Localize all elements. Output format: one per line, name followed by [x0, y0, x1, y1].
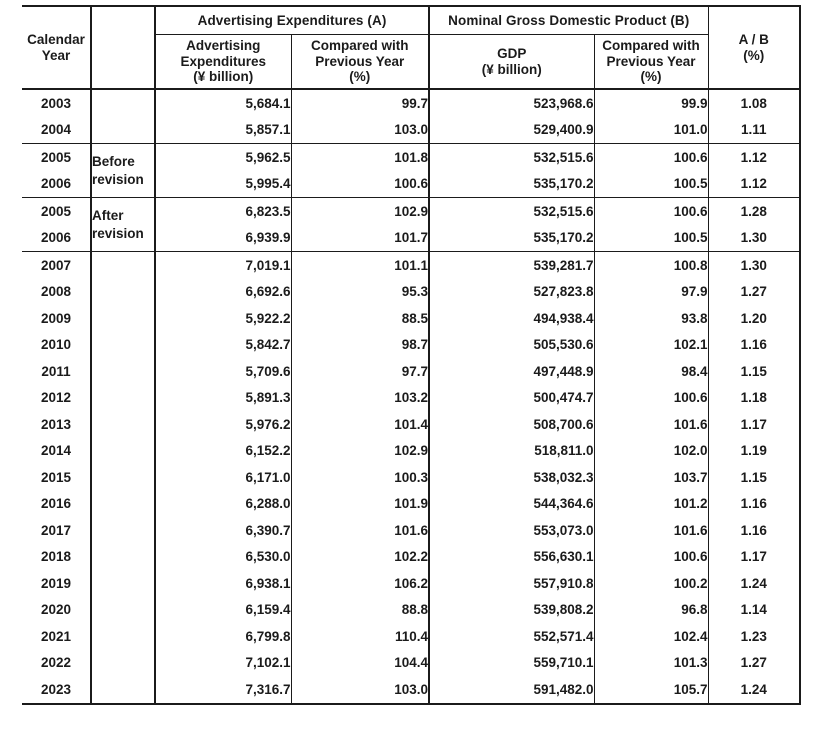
cell-ad-expenditures: 5,857.1	[155, 117, 291, 144]
cell-calendar-year: 2003	[22, 89, 91, 117]
cell-gdp-yoy: 99.9	[594, 89, 708, 117]
header-calendar-year-line1: Calendar	[27, 32, 85, 47]
cell-ratio: 1.30	[708, 252, 800, 279]
cell-gdp: 508,700.6	[429, 411, 594, 438]
header-sub-ad-yoy	[291, 35, 429, 90]
cell-ratio: 1.28	[708, 198, 800, 225]
cell-calendar-year: 2014	[22, 438, 91, 465]
cell-gdp-yoy: 100.6	[594, 544, 708, 571]
cell-ad-expenditures: 5,891.3	[155, 385, 291, 412]
cell-gdp-yoy: 100.5	[594, 225, 708, 252]
cell-calendar-year: 2019	[22, 570, 91, 597]
cell-gdp: 591,482.0	[429, 676, 594, 704]
cell-ad-expenditures: 6,152.2	[155, 438, 291, 465]
table-row	[22, 252, 800, 279]
cell-calendar-year: 2009	[22, 305, 91, 332]
header-sub-gdp-yoy	[594, 35, 708, 90]
cell-ad-yoy: 98.7	[291, 332, 429, 359]
cell-ad-expenditures: 5,976.2	[155, 411, 291, 438]
cell-ratio: 1.14	[708, 597, 800, 624]
cell-gdp-yoy: 100.6	[594, 144, 708, 171]
header-sub-gdp	[429, 35, 594, 90]
cell-ratio: 1.19	[708, 438, 800, 465]
header-group-nominal-gdp: Nominal Gross Domestic Product (B)	[429, 6, 708, 35]
cell-ad-yoy: 104.4	[291, 650, 429, 677]
cell-ad-yoy: 103.2	[291, 385, 429, 412]
header-sub-gdp-yoy-line3: (%)	[640, 69, 662, 85]
cell-gdp-yoy: 101.3	[594, 650, 708, 677]
cell-ad-expenditures: 5,842.7	[155, 332, 291, 359]
cell-ad-yoy: 101.7	[291, 225, 429, 252]
header-calendar-year	[22, 6, 91, 89]
cell-ad-yoy: 88.8	[291, 597, 429, 624]
cell-gdp-yoy: 100.6	[594, 385, 708, 412]
cell-ad-expenditures: 6,692.6	[155, 279, 291, 306]
cell-gdp: 500,474.7	[429, 385, 594, 412]
cell-ratio: 1.27	[708, 279, 800, 306]
cell-gdp-yoy: 102.4	[594, 623, 708, 650]
table-row	[22, 144, 800, 171]
cell-ad-yoy: 88.5	[291, 305, 429, 332]
header-sub-ad-yoy-line3: (%)	[349, 69, 371, 85]
header-group-advertising-expenditures: Advertising Expenditures (A)	[155, 6, 429, 35]
cell-ratio: 1.18	[708, 385, 800, 412]
cell-gdp-yoy: 100.2	[594, 570, 708, 597]
cell-gdp: 523,968.6	[429, 89, 594, 117]
cell-calendar-year: 2013	[22, 411, 91, 438]
header-sub-ad-expenditures	[155, 35, 291, 90]
cell-gdp-yoy: 100.6	[594, 198, 708, 225]
cell-ad-expenditures: 6,530.0	[155, 544, 291, 571]
cell-revision-note	[91, 89, 155, 144]
cell-gdp: 553,073.0	[429, 517, 594, 544]
cell-gdp: 556,630.1	[429, 544, 594, 571]
cell-ad-expenditures: 5,962.5	[155, 144, 291, 171]
cell-ratio: 1.30	[708, 225, 800, 252]
cell-gdp-yoy: 100.5	[594, 171, 708, 198]
cell-calendar-year: 2017	[22, 517, 91, 544]
table-row	[22, 198, 800, 225]
cell-gdp: 538,032.3	[429, 464, 594, 491]
cell-calendar-year: 2020	[22, 597, 91, 624]
header-ratio-line2: (%)	[743, 47, 765, 63]
cell-calendar-year: 2006	[22, 171, 91, 198]
cell-ad-yoy: 95.3	[291, 279, 429, 306]
cell-ad-expenditures: 5,684.1	[155, 89, 291, 117]
cell-gdp: 529,400.9	[429, 117, 594, 144]
cell-ad-yoy: 102.9	[291, 198, 429, 225]
table-row	[22, 89, 800, 117]
header-sub-ad-expenditures-line1: Advertising	[186, 38, 261, 54]
revision-note-line2: revision	[92, 225, 144, 241]
cell-ad-expenditures: 7,316.7	[155, 676, 291, 704]
cell-calendar-year: 2004	[22, 117, 91, 144]
cell-calendar-year: 2015	[22, 464, 91, 491]
cell-ad-yoy: 106.2	[291, 570, 429, 597]
cell-ratio: 1.12	[708, 171, 800, 198]
cell-ad-yoy: 103.0	[291, 676, 429, 704]
header-ratio-a-over-b	[708, 6, 800, 89]
cell-ad-yoy: 100.3	[291, 464, 429, 491]
cell-ratio: 1.24	[708, 676, 800, 704]
cell-ratio: 1.16	[708, 491, 800, 518]
cell-ad-yoy: 101.6	[291, 517, 429, 544]
cell-gdp: 518,811.0	[429, 438, 594, 465]
cell-ad-yoy: 97.7	[291, 358, 429, 385]
cell-ratio: 1.24	[708, 570, 800, 597]
cell-ratio: 1.11	[708, 117, 800, 144]
cell-gdp: 557,910.8	[429, 570, 594, 597]
cell-revision-note	[91, 252, 155, 704]
cell-revision-note	[91, 198, 155, 252]
cell-ad-expenditures: 6,939.9	[155, 225, 291, 252]
cell-ad-yoy: 103.0	[291, 117, 429, 144]
cell-gdp: 539,808.2	[429, 597, 594, 624]
cell-ratio: 1.20	[708, 305, 800, 332]
revision-note-line1: After	[92, 207, 124, 223]
cell-ad-yoy: 99.7	[291, 89, 429, 117]
header-sub-gdp-line2: (¥ billion)	[481, 61, 542, 77]
cell-ratio: 1.27	[708, 650, 800, 677]
cell-calendar-year: 2021	[22, 623, 91, 650]
cell-gdp-yoy: 97.9	[594, 279, 708, 306]
cell-ad-expenditures: 6,171.0	[155, 464, 291, 491]
header-sub-gdp-line1: GDP	[497, 46, 527, 61]
cell-calendar-year: 2016	[22, 491, 91, 518]
cell-gdp: 535,170.2	[429, 225, 594, 252]
cell-ratio: 1.17	[708, 411, 800, 438]
header-row-groups	[22, 6, 800, 35]
cell-gdp: 539,281.7	[429, 252, 594, 279]
cell-ad-expenditures: 6,799.8	[155, 623, 291, 650]
advertising-expenditures-gdp-table	[22, 5, 801, 705]
cell-calendar-year: 2022	[22, 650, 91, 677]
cell-calendar-year: 2005	[22, 198, 91, 225]
cell-ad-yoy: 101.1	[291, 252, 429, 279]
cell-gdp-yoy: 101.2	[594, 491, 708, 518]
cell-gdp-yoy: 100.8	[594, 252, 708, 279]
header-ratio-line1: A / B	[738, 32, 769, 47]
cell-gdp: 544,364.6	[429, 491, 594, 518]
cell-ad-expenditures: 7,102.1	[155, 650, 291, 677]
revision-note-line2: revision	[92, 171, 144, 187]
cell-ratio: 1.16	[708, 517, 800, 544]
cell-gdp-yoy: 101.0	[594, 117, 708, 144]
cell-ad-yoy: 110.4	[291, 623, 429, 650]
revision-note-line1: Before	[92, 153, 135, 169]
cell-calendar-year: 2008	[22, 279, 91, 306]
cell-gdp: 532,515.6	[429, 198, 594, 225]
header-sub-gdp-yoy-line1: Compared with	[602, 38, 700, 54]
cell-ad-yoy: 101.8	[291, 144, 429, 171]
cell-gdp: 535,170.2	[429, 171, 594, 198]
header-calendar-year-line2: Year	[41, 47, 71, 63]
header-sub-ad-yoy-line1: Compared with	[311, 38, 409, 54]
cell-ad-expenditures: 7,019.1	[155, 252, 291, 279]
cell-gdp: 505,530.6	[429, 332, 594, 359]
cell-gdp: 494,938.4	[429, 305, 594, 332]
cell-ad-expenditures: 6,823.5	[155, 198, 291, 225]
cell-ad-yoy: 100.6	[291, 171, 429, 198]
cell-calendar-year: 2018	[22, 544, 91, 571]
cell-ratio: 1.23	[708, 623, 800, 650]
cell-ad-expenditures: 5,995.4	[155, 171, 291, 198]
table-header	[22, 6, 800, 89]
cell-gdp-yoy: 102.1	[594, 332, 708, 359]
header-sub-ad-yoy-line2: Previous Year	[315, 53, 405, 69]
cell-gdp-yoy: 102.0	[594, 438, 708, 465]
cell-calendar-year: 2007	[22, 252, 91, 279]
cell-ad-yoy: 102.9	[291, 438, 429, 465]
cell-ad-expenditures: 5,922.2	[155, 305, 291, 332]
cell-calendar-year: 2006	[22, 225, 91, 252]
header-revision-column	[91, 6, 155, 89]
cell-revision-note	[91, 144, 155, 198]
cell-ad-expenditures: 6,390.7	[155, 517, 291, 544]
cell-calendar-year: 2023	[22, 676, 91, 704]
cell-gdp-yoy: 101.6	[594, 517, 708, 544]
cell-ad-yoy: 102.2	[291, 544, 429, 571]
cell-gdp-yoy: 93.8	[594, 305, 708, 332]
cell-gdp: 527,823.8	[429, 279, 594, 306]
table-body	[22, 89, 800, 704]
cell-gdp-yoy: 105.7	[594, 676, 708, 704]
cell-gdp-yoy: 96.8	[594, 597, 708, 624]
cell-ad-expenditures: 6,288.0	[155, 491, 291, 518]
cell-gdp-yoy: 101.6	[594, 411, 708, 438]
cell-ratio: 1.15	[708, 358, 800, 385]
cell-ad-expenditures: 6,938.1	[155, 570, 291, 597]
header-sub-gdp-yoy-line2: Previous Year	[606, 53, 696, 69]
cell-ratio: 1.08	[708, 89, 800, 117]
cell-ratio: 1.15	[708, 464, 800, 491]
cell-calendar-year: 2005	[22, 144, 91, 171]
header-sub-ad-expenditures-line3: (¥ billion)	[193, 69, 254, 85]
header-sub-ad-expenditures-line2: Expenditures	[180, 53, 267, 69]
cell-calendar-year: 2012	[22, 385, 91, 412]
cell-ad-expenditures: 6,159.4	[155, 597, 291, 624]
cell-gdp-yoy: 103.7	[594, 464, 708, 491]
cell-calendar-year: 2011	[22, 358, 91, 385]
cell-ad-expenditures: 5,709.6	[155, 358, 291, 385]
cell-gdp-yoy: 98.4	[594, 358, 708, 385]
cell-gdp: 532,515.6	[429, 144, 594, 171]
cell-ratio: 1.17	[708, 544, 800, 571]
cell-gdp: 497,448.9	[429, 358, 594, 385]
cell-ad-yoy: 101.4	[291, 411, 429, 438]
cell-gdp: 559,710.1	[429, 650, 594, 677]
cell-gdp: 552,571.4	[429, 623, 594, 650]
cell-ratio: 1.16	[708, 332, 800, 359]
cell-ad-yoy: 101.9	[291, 491, 429, 518]
cell-ratio: 1.12	[708, 144, 800, 171]
cell-calendar-year: 2010	[22, 332, 91, 359]
